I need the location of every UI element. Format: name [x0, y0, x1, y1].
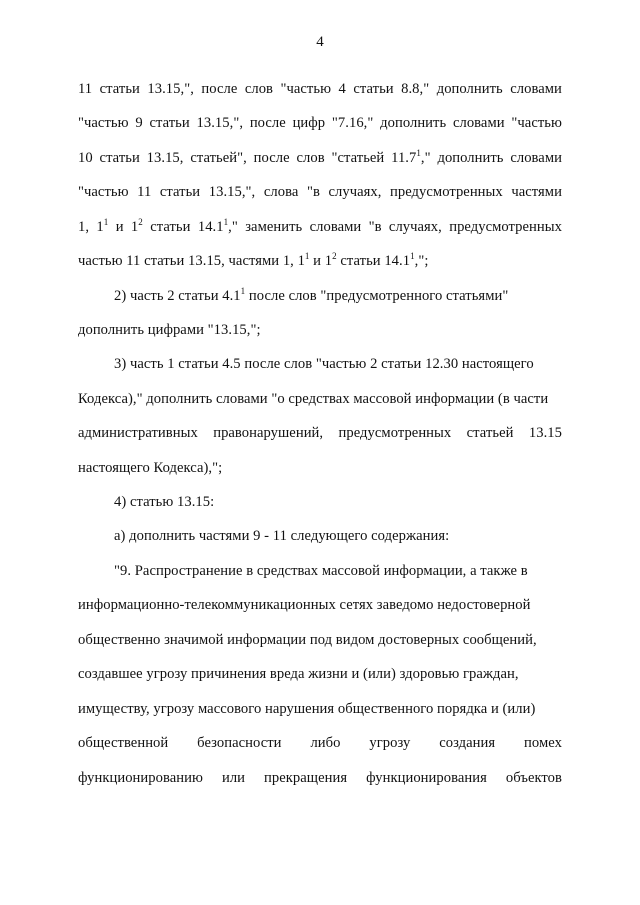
word: словами	[510, 150, 562, 166]
word: дополнить	[380, 115, 447, 131]
word: после	[249, 115, 286, 131]
text-segment: 3) часть 1 статьи 4.5 после слов "частью 2 статьи 12.30 настоящего	[114, 356, 534, 372]
word: 14.1	[197, 219, 224, 235]
text-line	[78, 114, 562, 132]
word-with-superscript	[131, 218, 143, 236]
text-line	[114, 355, 562, 373]
word: 13.15,",	[196, 115, 244, 131]
word: статьи	[150, 219, 191, 235]
word: случаях,	[388, 219, 442, 235]
text-segment: "9. Распространение в средствах массовой информации, а также в	[114, 563, 528, 579]
superscript: 1	[240, 286, 246, 296]
word: безопасности	[197, 735, 282, 751]
word: статьи	[353, 81, 394, 97]
word: после	[253, 150, 290, 166]
text-line	[78, 734, 562, 752]
text-segment: создавшее угрозу причинения вреда жизни и (или) здоровью граждан,	[78, 666, 519, 682]
word: 4	[338, 81, 346, 97]
text-line	[114, 287, 562, 305]
text-segment: настоящего Кодекса),";	[78, 460, 223, 476]
word-with-superscript	[96, 218, 108, 236]
word: 1	[130, 219, 139, 235]
text-segment: а) дополнить частями 9 - 11 следующего содержания:	[114, 528, 450, 544]
word: случаях,	[328, 184, 382, 200]
word: 11.7	[391, 150, 417, 166]
superscript: 1	[103, 217, 109, 227]
word: либо	[310, 735, 341, 751]
word: и	[115, 219, 124, 235]
word: 13.15,	[146, 150, 184, 166]
text-segment: 2) часть 2 статьи 4.1	[114, 288, 241, 304]
superscript: 2	[138, 217, 143, 227]
word: 11	[137, 184, 152, 200]
text-line	[78, 80, 562, 98]
text-line	[78, 183, 562, 201]
text-line	[114, 493, 562, 511]
word: создания	[439, 735, 496, 751]
superscript: 1	[410, 251, 415, 261]
text-line	[78, 321, 562, 339]
word: 13.15,",	[147, 81, 194, 97]
text-segment: ,";	[414, 253, 429, 269]
text-line	[78, 769, 562, 787]
word: слов	[244, 81, 273, 97]
word: прекращения	[264, 770, 348, 786]
text-line	[78, 665, 562, 683]
word: ,"	[228, 219, 238, 235]
word: "частью	[78, 184, 129, 200]
text-line	[78, 631, 562, 649]
word: или	[221, 770, 246, 786]
word: ,"	[420, 150, 431, 166]
text-segment: имуществу, угрозу массового нарушения общественного порядка и (или)	[78, 701, 536, 717]
superscript: 2	[332, 251, 337, 261]
word: статьи	[149, 115, 190, 131]
word: предусмотренных	[338, 425, 452, 441]
word: словами	[309, 219, 362, 235]
word: дополнить	[436, 81, 503, 97]
word: помех	[524, 735, 562, 751]
word-with-superscript	[198, 218, 238, 236]
text-line	[78, 149, 562, 167]
superscript: 1	[223, 217, 229, 227]
word: 11	[78, 81, 93, 97]
text-line	[78, 390, 562, 408]
word: статьи	[159, 184, 201, 200]
text-segment: Кодекса)," дополнить словами "о средствах массовой информации (в части	[78, 391, 549, 407]
word: 8.8,"	[401, 81, 430, 97]
word: "частью	[78, 115, 129, 131]
text-segment: и 1	[309, 253, 333, 269]
superscript: 1	[304, 251, 310, 261]
word: предусмотренных	[449, 219, 562, 235]
text-segment: статьи 14.1	[336, 253, 411, 269]
word: административных	[78, 425, 198, 441]
text-line	[114, 562, 562, 580]
word: заменить	[245, 219, 303, 235]
word: функционирования	[366, 770, 487, 786]
text-segment: общественно значимой информации под видом достоверных сообщений,	[78, 632, 537, 648]
text-line	[78, 424, 562, 442]
superscript: 1	[416, 148, 421, 158]
word: дополнить	[437, 150, 504, 166]
text-segment: информационно-телекоммуникационных сетях заведомо недостоверной	[78, 597, 531, 613]
word: статьей	[466, 425, 514, 441]
word: после	[201, 81, 238, 97]
word: статьи	[99, 81, 140, 97]
text-line	[78, 218, 562, 236]
word: функционированию	[78, 770, 203, 786]
text-segment: дополнить цифрами "13.15,";	[78, 322, 261, 338]
word: 9	[135, 115, 143, 131]
word: правонарушений,	[213, 425, 324, 441]
word: общественной	[78, 735, 169, 751]
word: 1	[96, 219, 104, 235]
text-segment: частью 11 статьи 13.15, частями 1, 1	[78, 253, 305, 269]
text-line	[78, 252, 562, 270]
word: "частью	[511, 115, 562, 131]
word: цифр	[292, 115, 326, 131]
word: объектов	[505, 770, 562, 786]
text-line	[78, 700, 562, 718]
page-number: 4	[316, 34, 324, 50]
text-line	[78, 459, 562, 477]
word: статьи	[99, 150, 140, 166]
text-segment: 4) статью 13.15:	[114, 494, 215, 510]
word: словами	[510, 81, 562, 97]
word: слова	[263, 184, 299, 200]
word: угрозу	[369, 735, 411, 751]
word: словами	[452, 115, 505, 131]
text-segment: после слов "предусмотренного статьями"	[245, 288, 509, 304]
word-with-superscript	[391, 149, 430, 167]
word: 10	[78, 150, 93, 166]
word: "7.16,"	[331, 115, 374, 131]
word: 13.15	[528, 425, 562, 441]
word: "статьей	[331, 150, 385, 166]
word: "в	[306, 184, 320, 200]
text-line	[78, 596, 562, 614]
word: "в	[368, 219, 382, 235]
word: статьей",	[190, 150, 247, 166]
word: слов	[296, 150, 325, 166]
word: 13.15,",	[208, 184, 256, 200]
text-line	[114, 527, 562, 545]
word: "частью	[280, 81, 332, 97]
word: предусмотренных	[390, 184, 503, 200]
word: частями	[511, 184, 562, 200]
word: 1,	[78, 219, 90, 235]
